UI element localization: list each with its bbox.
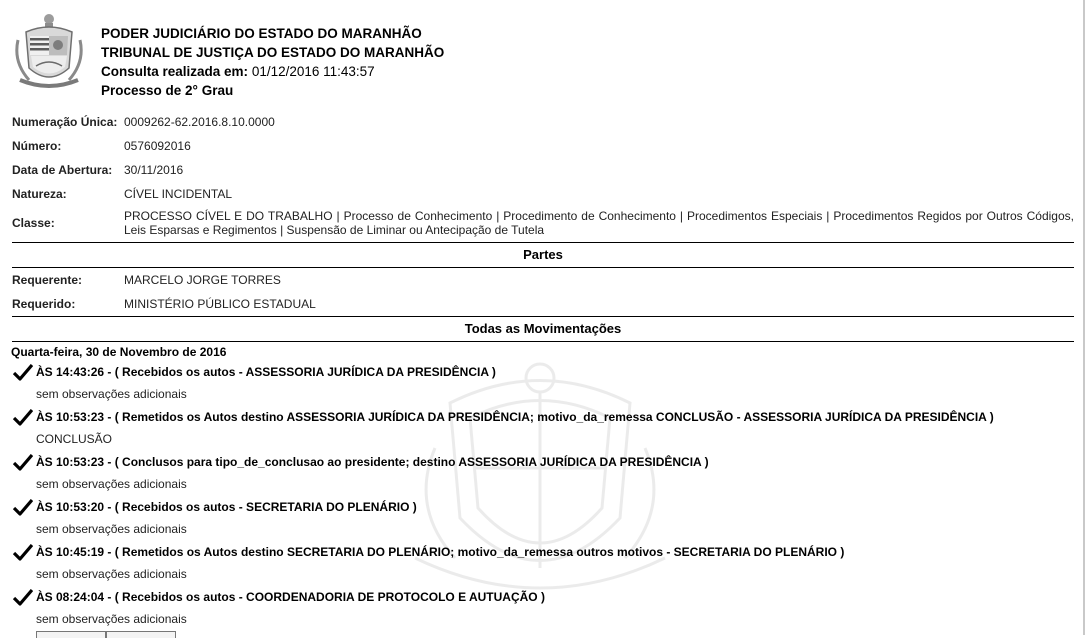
- numero-row: [12, 134, 1074, 158]
- numeracao-row: [12, 110, 1074, 134]
- movimentacao-text: ÀS 08:24:04 - ( Recebidos os autos - COORDENADORIA DE PROTOCOLO E AUTUAÇÃO ): [36, 590, 545, 604]
- header-title-poder: PODER JUDICIÁRIO DO ESTADO DO MARANHÃO: [101, 26, 422, 41]
- requerido-value: MINISTÉRIO PÚBLICO ESTADUAL: [124, 297, 316, 311]
- movimentacao-obs: sem observações adicionais: [36, 387, 187, 401]
- movimentacao-text: ÀS 10:53:23 - ( Conclusos para tipo_de_conclusao ao presidente; destino ASSESSORIA JURÍDICA DA PRESIDÊNCIA ): [36, 455, 709, 469]
- process-details: [12, 110, 1074, 342]
- movimentacao-obs: sem observações adicionais: [36, 567, 187, 581]
- checkmark-icon: [13, 364, 33, 381]
- movimentacao-text: ÀS 14:43:26 - ( Recebidos os autos - ASSESSORIA JURÍDICA DA PRESIDÊNCIA ): [36, 365, 496, 379]
- page-header: [12, 10, 532, 102]
- checkmark-icon: [13, 544, 33, 561]
- movimentacao-item: [11, 496, 1074, 541]
- movimentacao-obs: sem observações adicionais: [36, 477, 187, 491]
- movimentacao-item: [11, 586, 1074, 631]
- consulta-line: [101, 62, 444, 81]
- data-abertura-label: Data de Abertura:: [12, 163, 113, 177]
- requerente-row: [12, 268, 1074, 292]
- movimentacao-obs: CONCLUSÃO: [36, 432, 113, 446]
- data-abertura-value: 30/11/2016: [124, 163, 184, 177]
- movimentacao-date: Quarta-feira, 30 de Novembro de 2016: [11, 345, 227, 359]
- checkmark-icon: [13, 409, 33, 426]
- requerente-label: Requerente:: [12, 273, 83, 287]
- movimentacao-text: ÀS 10:53:23 - ( Remetidos os Autos destino ASSESSORIA JURÍDICA DA PRESIDÊNCIA; motivo_da_remessa CONCLUSÃO - ASSESSORIA JURÍDICA DA PRESIDÊNCIA ): [36, 410, 994, 424]
- movimentacao-text: ÀS 10:53:20 - ( Recebidos os autos - SECRETARIA DO PLENÁRIO ): [36, 500, 417, 514]
- classe-row: [12, 206, 1074, 240]
- numeracao-value: 0009262-62.2016.8.10.0000: [124, 115, 275, 129]
- checkmark-icon: [13, 499, 33, 516]
- checkmark-icon: [13, 589, 33, 606]
- movimentacoes-list: [11, 346, 1074, 631]
- natureza-row: [12, 182, 1074, 206]
- numero-label: Número:: [12, 139, 62, 153]
- natureza-value: CÍVEL INCIDENTAL: [124, 187, 233, 201]
- numeracao-label: Numeração Única:: [12, 115, 118, 129]
- classe-value: PROCESSO CÍVEL E DO TRABALHO | Processo de Conhecimento | Procedimento de Conhecimento | Procedimentos Especiais | Procedimentos Regidos por Outros Códigos, Leis Esparsas e Regimentos | Suspensão de Liminar ou Antecipação de Tutela: [124, 209, 1074, 237]
- movimentacao-obs: sem observações adicionais: [36, 522, 187, 536]
- bottom-cut-off-buttons[interactable]: [36, 631, 176, 637]
- requerido-label: Requerido:: [12, 297, 76, 311]
- movimentacao-item: [11, 406, 1074, 451]
- numero-value: 0576092016: [124, 139, 191, 153]
- consulta-value: 01/12/2016 11:43:57: [251, 64, 375, 79]
- partes-section-title: Partes: [12, 242, 1074, 268]
- consulta-label: Consulta realizada em:: [101, 64, 249, 79]
- movimentacoes-section-title: Todas as Movimentações: [12, 316, 1074, 342]
- processo-grau: Processo de 2° Grau: [101, 83, 234, 98]
- data-abertura-row: [12, 158, 1074, 182]
- movimentacao-item: [11, 451, 1074, 496]
- movimentacao-text: ÀS 10:45:19 - ( Remetidos os Autos destino SECRETARIA DO PLENÁRIO; motivo_da_remessa outros motivos - SECRETARIA DO PLENÁRIO ): [36, 545, 845, 559]
- partes-list: [12, 268, 1074, 316]
- natureza-label: Natureza:: [12, 187, 67, 201]
- header-title-tribunal: TRIBUNAL DE JUSTIÇA DO ESTADO DO MARANHÃO: [101, 45, 445, 60]
- requerido-row: [12, 292, 1074, 316]
- classe-label: Classe:: [12, 216, 55, 230]
- movimentacao-obs: sem observações adicionais: [36, 612, 187, 626]
- movimentacao-item: [11, 541, 1074, 586]
- movimentacao-item: [11, 361, 1074, 406]
- requerente-value: MARCELO JORGE TORRES: [124, 273, 281, 287]
- state-coat-of-arms-icon: [12, 10, 86, 90]
- checkmark-icon: [13, 454, 33, 471]
